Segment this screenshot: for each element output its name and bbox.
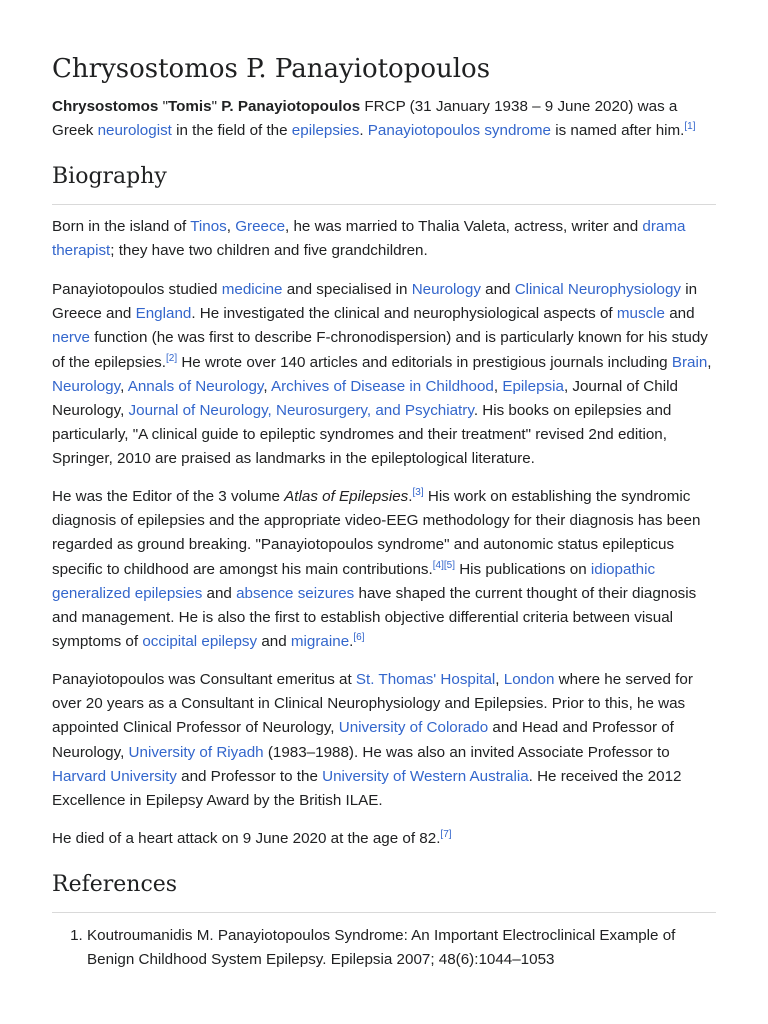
link-clinical-neurophysiology[interactable]: Clinical Neurophysiology [514, 281, 682, 298]
link-university-of-western-australia[interactable]: University of Western Australia [322, 767, 529, 785]
book-title-atlas: Atlas of Epilepsies [284, 488, 409, 505]
text: , [226, 218, 236, 235]
text: Panayiotopoulos studied [52, 281, 222, 298]
text: . He investigated the clinical and neurophysiological aspects of [191, 305, 617, 323]
section-divider [52, 912, 716, 913]
subject-nickname: Tomis [167, 98, 212, 115]
text: and [257, 633, 291, 651]
text: He was the Editor of the 3 volume [52, 488, 285, 505]
intro-paragraph [52, 95, 716, 143]
text: , Journal of Child Neurology, [52, 377, 678, 420]
citation-3[interactable]: [3] [412, 486, 424, 498]
link-absence-seizures[interactable]: absence seizures [236, 584, 355, 602]
text: He wrote over 140 articles and editorials in prestigious journals including [177, 353, 672, 371]
link-muscle[interactable]: muscle [616, 305, 665, 323]
text: , [120, 377, 128, 395]
link-annals-of-neurology[interactable]: Annals of Neurology [127, 377, 264, 395]
text: He died of a heart attack on 9 June 2020 at the age of 82. [52, 830, 441, 847]
text: function (he was first to describe F-chronodispersion) and is particularly known for his study of the epilepsies. [52, 329, 708, 371]
text: and specialised in [282, 281, 412, 298]
text: where he served for over 20 years as a Consultant in Clinical Neurophysiology and Epilepsies. Prior to this, he was appointed Clinical Professor of Neurology, [52, 671, 693, 737]
subject-name-last: P. Panayiotopoulos [221, 98, 361, 115]
link-st-thomas-hospital[interactable]: St. Thomas' Hospital [355, 671, 496, 688]
text: , [707, 353, 712, 371]
biography-paragraph-4 [52, 668, 716, 813]
text: . [408, 488, 413, 505]
link-london[interactable]: London [503, 671, 555, 688]
text: His work on establishing the syndromic diagnosis of epilepsies and the appropriate video-EEG methodology for their diagnosis has been regarded as ground breaking. "Panayiotopoulos syndrome" and autonomic status epilepticus specific to childhood are amongst his main contributions. [52, 488, 701, 578]
text: in the field of the [171, 122, 292, 140]
link-occipital-epilepsy[interactable]: occipital epilepsy [142, 633, 258, 651]
link-idiopathic-generalized-epilepsies[interactable]: idiopathic generalized epilepsies [52, 560, 656, 602]
text: , [493, 377, 503, 395]
link-neurologist[interactable]: neurologist [97, 122, 172, 140]
link-drama-therapist[interactable]: drama therapist [52, 218, 686, 260]
text: . [359, 122, 368, 140]
biography-paragraph-3 [52, 485, 716, 654]
link-epilepsia[interactable]: Epilepsia [502, 377, 564, 395]
text: ; they have two children and five grandchildren. [110, 242, 428, 260]
text: and Professor to the [176, 767, 323, 785]
text: and [202, 584, 237, 602]
link-panayiotopoulos-syndrome[interactable]: Panayiotopoulos syndrome [367, 122, 552, 140]
text: and [480, 281, 515, 298]
text: . [349, 633, 354, 651]
link-university-of-riyadh[interactable]: University of Riyadh [128, 743, 264, 761]
link-epilepsies[interactable]: epilepsies [291, 122, 360, 140]
link-nerve[interactable]: nerve [52, 329, 90, 347]
references-list [52, 924, 716, 972]
citation-5[interactable]: [5] [443, 559, 455, 571]
citation-1[interactable]: [1] [684, 121, 696, 133]
text: " [158, 98, 168, 115]
text: in Greece and [52, 281, 698, 323]
link-neurology-journal[interactable]: Neurology [52, 377, 121, 395]
section-heading-references: References [52, 872, 178, 897]
reference-item: 1. Koutroumanidis M. Panayiotopoulos Syndrome: An Important Electroclinical Example of Benign Childhood System Epilepsy. Epilepsia 2007; 48(6):1044–1053 [87, 924, 716, 972]
subject-name-first: Chrysostomos [52, 98, 159, 115]
text: Born in the island of [52, 218, 191, 235]
link-jnnp[interactable]: Journal of Neurology, Neurosurgery, and Psychiatry [128, 402, 474, 420]
text: Panayiotopoulos was Consultant emeritus at [52, 671, 356, 688]
section-heading-biography: Biography [52, 164, 167, 189]
link-harvard-university[interactable]: Harvard University [52, 767, 177, 785]
text: , he was married to Thalia Valeta, actress, writer and [285, 218, 643, 235]
text: and Head and Professor of Neurology, [52, 719, 674, 761]
citation-4[interactable]: [4] [432, 559, 444, 571]
link-medicine[interactable]: medicine [221, 281, 283, 298]
citation-2[interactable]: [2] [165, 352, 178, 364]
page-title: Chrysostomos P. Panayiotopoulos [52, 54, 491, 84]
citation-7[interactable]: [7] [440, 828, 452, 840]
text: " [211, 98, 222, 115]
link-archives-of-disease-in-childhood[interactable]: Archives of Disease in Childhood [270, 377, 494, 395]
biography-paragraph-2 [52, 278, 716, 472]
text: FRCP (31 January 1938 – 9 June 2020) was a Greek [52, 98, 678, 140]
text: (1983–1988). He was also an invited Associate Professor to [263, 743, 670, 761]
biography-paragraph-1 [52, 215, 716, 263]
link-brain[interactable]: Brain [671, 353, 708, 371]
link-england[interactable]: England [135, 305, 192, 323]
text: and [664, 305, 695, 323]
biography-paragraph-5 [52, 827, 716, 851]
link-university-of-colorado[interactable]: University of Colorado [338, 719, 489, 737]
link-tinos[interactable]: Tinos [190, 218, 227, 235]
text: . He received the 2012 Excellence in Epilepsy Award by the British ILAE. [52, 767, 682, 810]
link-neurology[interactable]: Neurology [411, 281, 481, 298]
text: is named after him. [551, 122, 685, 140]
text: , [495, 671, 504, 688]
text: , [263, 377, 271, 395]
link-migraine[interactable]: migraine [290, 633, 350, 651]
citation-6[interactable]: [6] [353, 632, 365, 644]
section-divider [52, 204, 716, 205]
text: His publications on [454, 560, 591, 578]
text: have shaped the current thought of their diagnosis and management. He is also the first to establish objective differential criteria between visual symptoms of [52, 584, 697, 651]
text: . His books on epilepsies and particularly, "A clinical guide to epileptic syndromes and their treatment" revised 2nd edition, Springer, 2010 are praised as landmarks in the epileptological literature. [52, 402, 672, 468]
link-greece[interactable]: Greece [235, 218, 286, 235]
